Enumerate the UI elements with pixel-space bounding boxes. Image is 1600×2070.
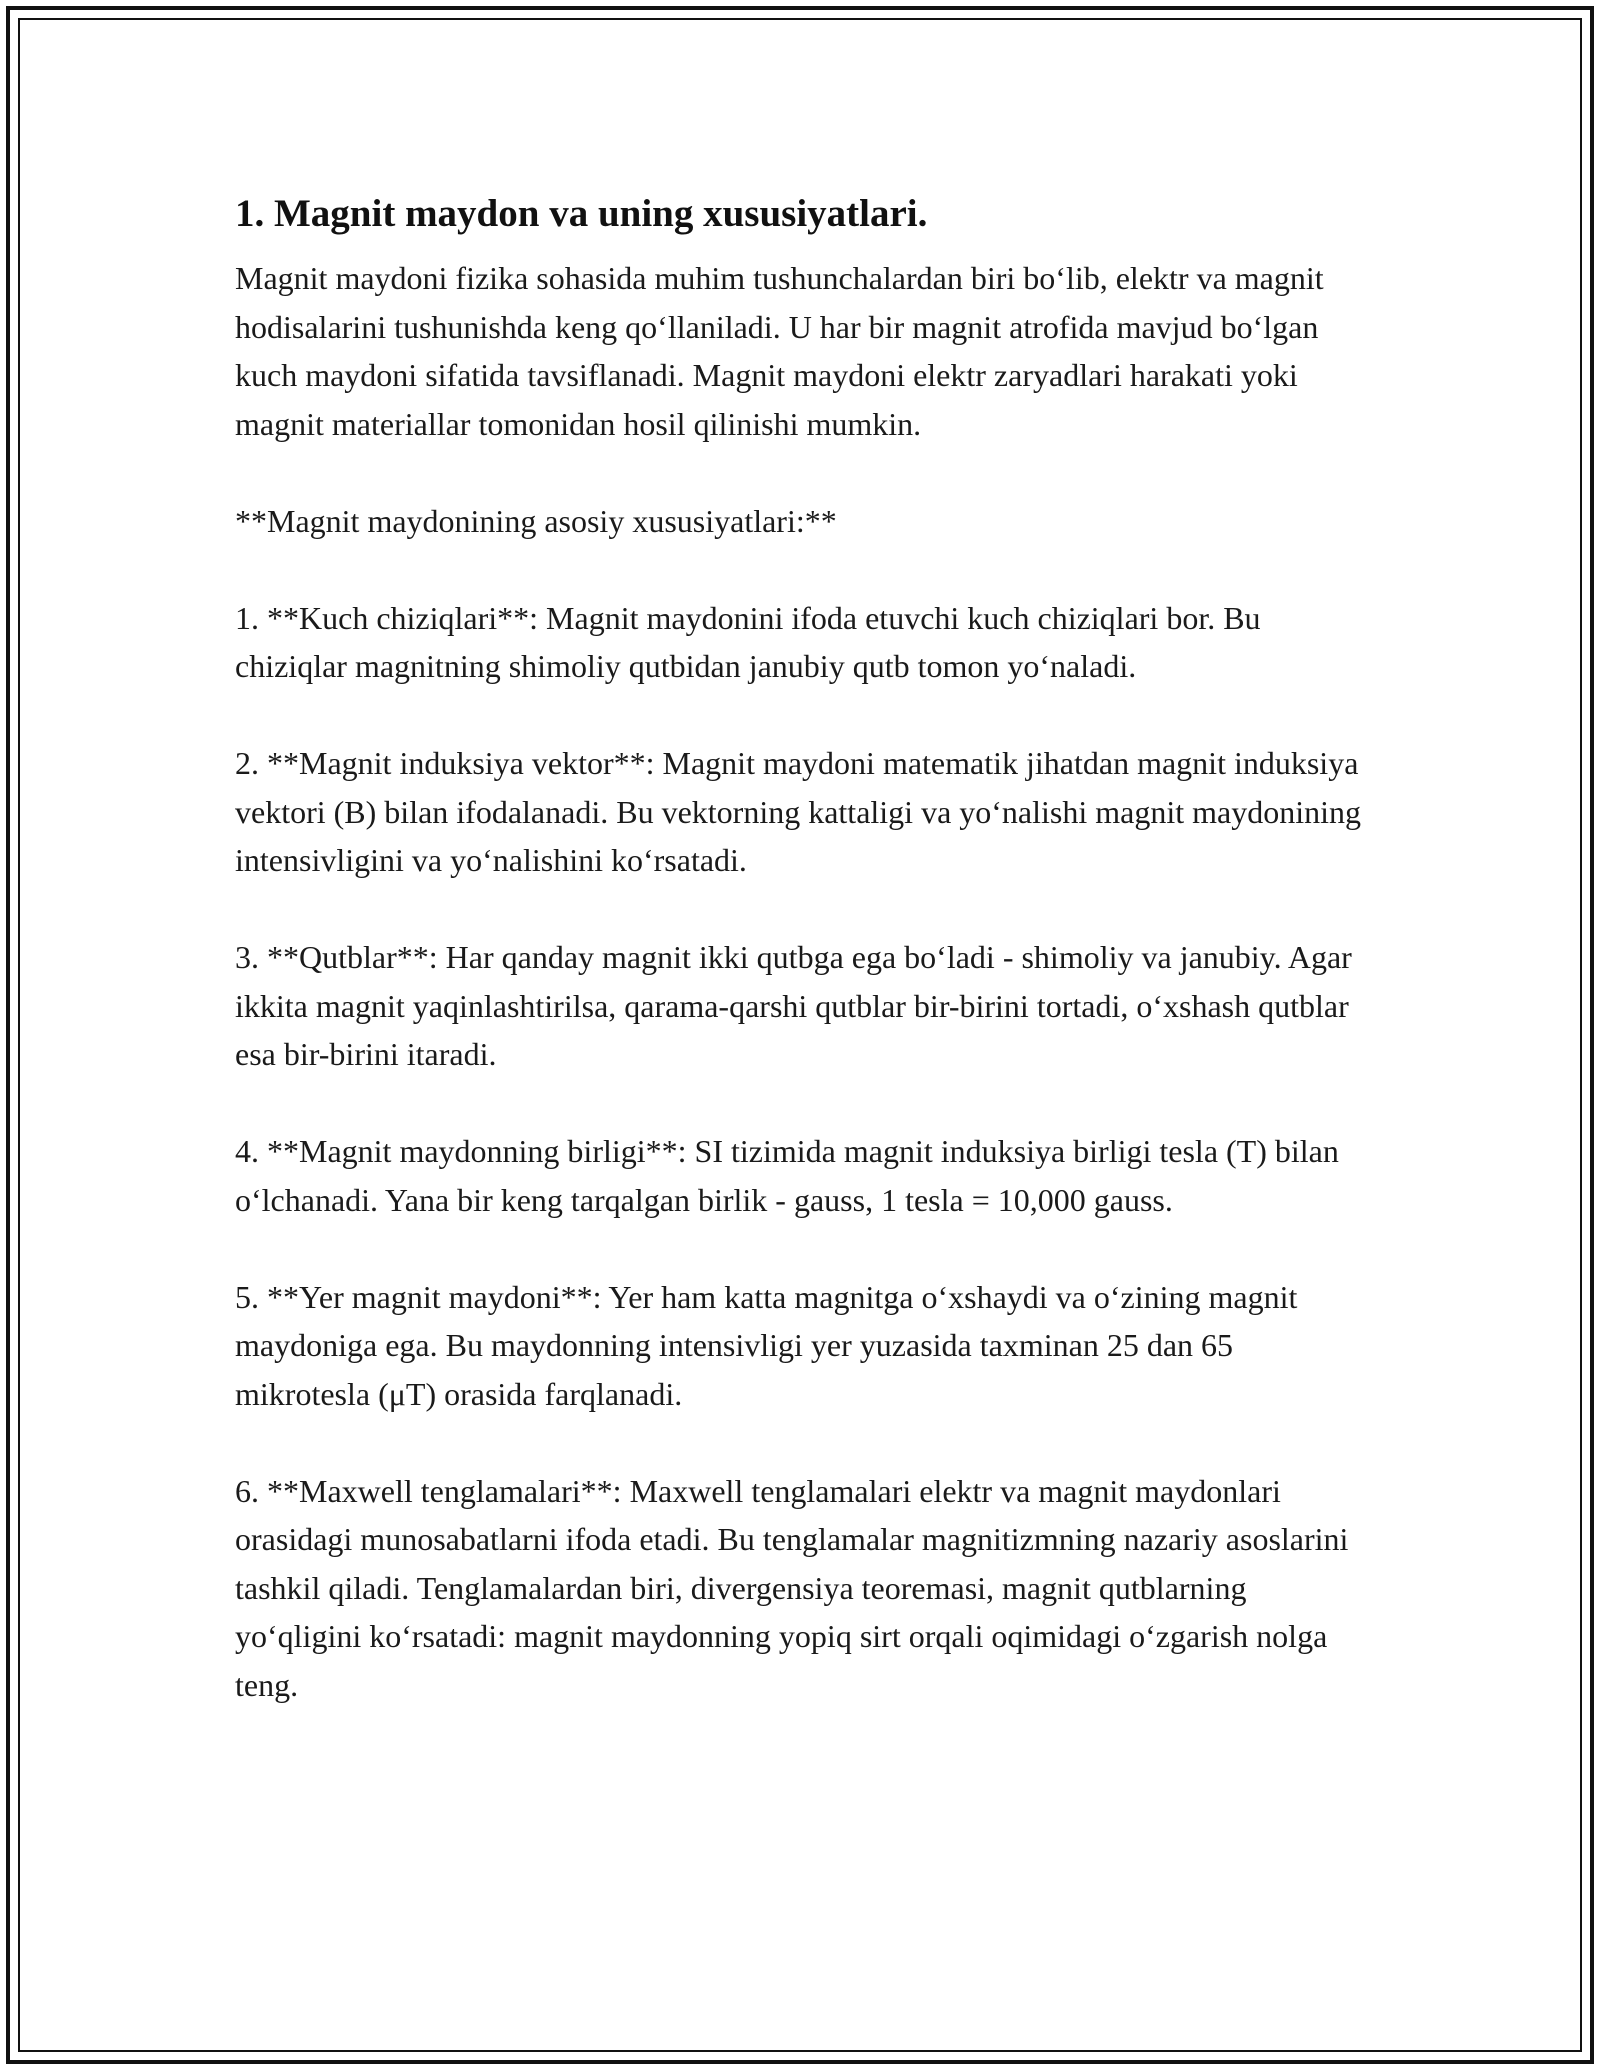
property-item-maxwell: 6. **Maxwell tenglamalari**: Maxwell tenglamalari elektr va magnit maydonlari orasidagi munosabatlarni ifoda etadi. Bu tenglamalar magnitizmning nazariy asoslarini tashkil qiladi. Tenglamalardan biri, divergensiya teoremasi, magnit qutblarning yo‘qligini ko‘rsatadi: magnit maydonning yopiq sirt orqali oqimidagi o‘zgarish nolga teng.	[235, 1472, 1349, 1703]
section-heading: 1. Magnit maydon va uning xususiyatlari.	[235, 192, 928, 235]
intro-paragraph: Magnit maydoni fizika sohasida muhim tushunchalardan biri bo‘lib, elektr va magnit hodisalarini tushunishda keng qo‘llaniladi. U har bir magnit atrofida mavjud bo‘lgan kuch maydoni sifatida tavsiflanadi. Magnit maydoni elektr zaryadlari harakati yoki magnit materiallar tomonidan hosil qilinishi mumkin.	[235, 260, 1324, 442]
document-body	[235, 186, 1375, 1758]
property-item-unit: 4. **Magnit maydonning birligi**: SI tizimida magnit induksiya birligi tesla (T) bilan o‘lchanadi. Yana bir keng tarqalgan birlik - gauss, 1 tesla = 10,000 gauss.	[235, 1133, 1339, 1218]
property-item-earth-field: 5. **Yer magnit maydoni**: Yer ham katta magnitga o‘xshaydi va o‘zining magnit maydoniga ega. Bu maydonning intensivligi yer yuzasida taxminan 25 dan 65 mikrotesla (μT) orasida farqlanadi.	[235, 1278, 1298, 1412]
property-item-field-lines: 1. **Kuch chiziqlari**: Magnit maydonini ifoda etuvchi kuch chiziqlari bor. Bu chiziqlar magnitning shimoliy qutbidan janubiy qutb tomon yo‘naladi.	[235, 599, 1261, 684]
property-item-poles: 3. **Qutblar**: Har qanday magnit ikki qutbga ega bo‘ladi - shimoliy va janubiy. Agar ikkita magnit yaqinlashtirilsa, qarama-qarshi qutblar bir-birini tortadi, o‘xshash qutblar esa bir-birini itaradi.	[235, 939, 1352, 1072]
property-item-induction-vector: 2. **Magnit induksiya vektor**: Magnit maydoni matematik jihatdan magnit induksiya vektori (B) bilan ifodalanadi. Bu vektorning kattaligi va yo‘nalishi magnit maydonining intensivligini va yo‘nalishini ko‘rsatadi.	[235, 745, 1361, 878]
properties-subheading: **Magnit maydonining asosiy xususiyatlari:**	[235, 502, 837, 539]
